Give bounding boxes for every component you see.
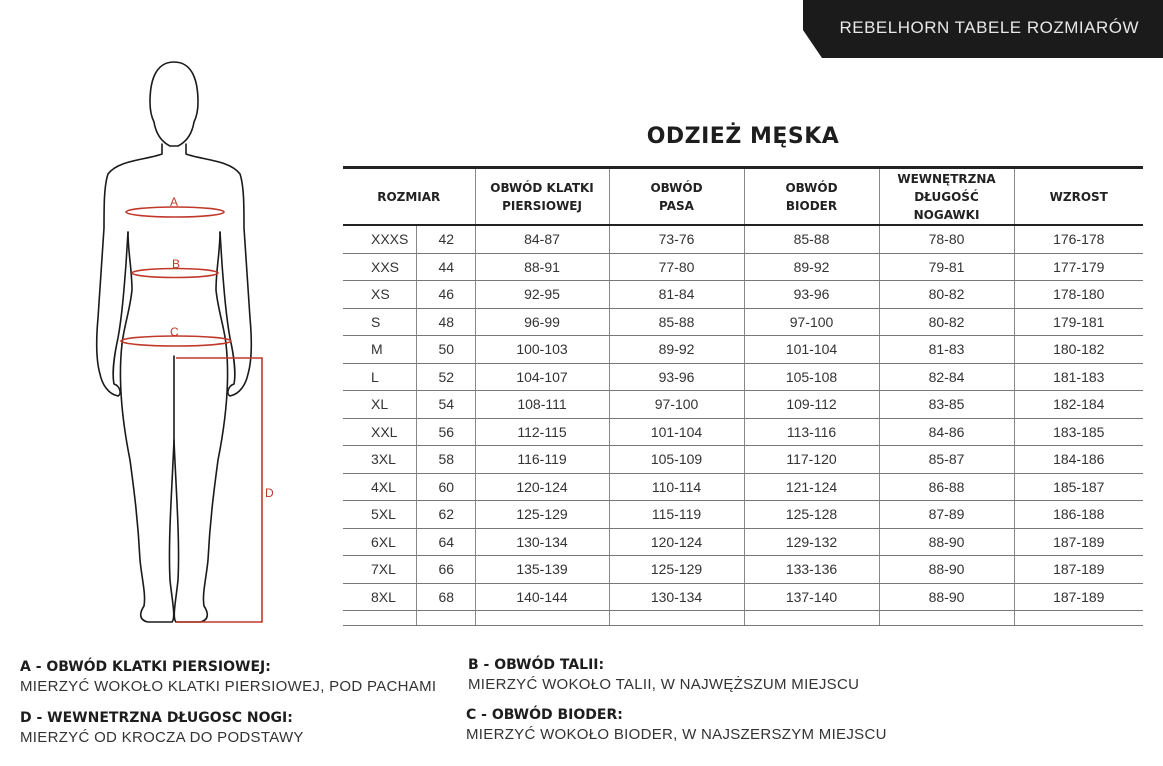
size-table	[343, 166, 1143, 626]
cell-chest: 96-99	[475, 308, 609, 336]
cell-chest: 125-129	[475, 501, 609, 529]
cell-hips: 117-120	[744, 446, 879, 474]
cell-chest: 116-119	[475, 446, 609, 474]
cell-height: 186-188	[1014, 501, 1143, 529]
cell-chest: 100-103	[475, 336, 609, 364]
table-row	[343, 418, 1143, 446]
legend-b	[468, 657, 859, 693]
cell-empty	[744, 611, 879, 626]
cell-hips: 137-140	[744, 583, 879, 611]
legend-d	[20, 710, 304, 746]
cell-waist: 77-80	[609, 253, 744, 281]
cell-chest: 130-134	[475, 528, 609, 556]
cell-size: M	[343, 336, 416, 364]
cell-eu: 44	[416, 253, 475, 281]
table-row	[343, 528, 1143, 556]
cell-empty	[609, 611, 744, 626]
legend-a-text: MIERZYĆ WOKOŁO KLATKI PIERSIOWEJ, POD PACHAMI	[20, 678, 437, 695]
inseam-measure	[176, 358, 262, 622]
cell-hips: 101-104	[744, 336, 879, 364]
legend-c	[466, 707, 887, 743]
cell-empty	[416, 611, 475, 626]
table-row	[343, 225, 1143, 253]
table-row	[343, 336, 1143, 364]
cell-size: XXL	[343, 418, 416, 446]
chart-title: ODZIEŻ MĘSKA	[646, 124, 840, 149]
header-inseam: WEWNĘTRZNA DŁUGOŚĆ NOGAWKI	[879, 168, 1014, 226]
cell-height: 185-187	[1014, 473, 1143, 501]
cell-eu: 58	[416, 446, 475, 474]
cell-height: 187-189	[1014, 528, 1143, 556]
cell-height: 179-181	[1014, 308, 1143, 336]
cell-height: 187-189	[1014, 556, 1143, 584]
cell-chest: 108-111	[475, 391, 609, 419]
cell-inseam: 85-87	[879, 446, 1014, 474]
table-row	[343, 363, 1143, 391]
legend-c-title: C - OBWÓD BIODER:	[466, 707, 623, 723]
cell-chest: 84-87	[475, 225, 609, 253]
cell-inseam: 83-85	[879, 391, 1014, 419]
cell-hips: 109-112	[744, 391, 879, 419]
cell-size: XS	[343, 281, 416, 309]
cell-size: 3XL	[343, 446, 416, 474]
cell-chest: 112-115	[475, 418, 609, 446]
cell-hips: 93-96	[744, 281, 879, 309]
cell-waist: 105-109	[609, 446, 744, 474]
cell-empty	[1014, 611, 1143, 626]
cell-eu: 62	[416, 501, 475, 529]
cell-hips: 89-92	[744, 253, 879, 281]
cell-hips: 125-128	[744, 501, 879, 529]
cell-eu: 46	[416, 281, 475, 309]
cell-eu: 64	[416, 528, 475, 556]
cell-inseam: 88-90	[879, 556, 1014, 584]
cell-chest: 104-107	[475, 363, 609, 391]
cell-size: 6XL	[343, 528, 416, 556]
cell-inseam: 88-90	[879, 528, 1014, 556]
cell-empty	[475, 611, 609, 626]
legend-a-title: A - OBWÓD KLATKI PIERSIOWEJ:	[20, 659, 271, 675]
header-size: ROZMIAR	[343, 168, 475, 226]
cell-size: L	[343, 363, 416, 391]
cell-chest: 140-144	[475, 583, 609, 611]
cell-waist: 120-124	[609, 528, 744, 556]
cell-waist: 81-84	[609, 281, 744, 309]
legend-b-title: B - OBWÓD TALII:	[468, 657, 605, 673]
cell-waist: 125-129	[609, 556, 744, 584]
cell-height: 181-183	[1014, 363, 1143, 391]
cell-inseam: 80-82	[879, 308, 1014, 336]
cell-size: 4XL	[343, 473, 416, 501]
table-row	[343, 583, 1143, 611]
cell-size: S	[343, 308, 416, 336]
cell-height: 183-185	[1014, 418, 1143, 446]
label-a: A	[170, 195, 179, 209]
table-row	[343, 501, 1143, 529]
cell-inseam: 87-89	[879, 501, 1014, 529]
cell-inseam: 79-81	[879, 253, 1014, 281]
cell-chest: 92-95	[475, 281, 609, 309]
cell-waist: 101-104	[609, 418, 744, 446]
cell-hips: 129-132	[744, 528, 879, 556]
cell-chest: 120-124	[475, 473, 609, 501]
cell-chest: 135-139	[475, 556, 609, 584]
cell-eu: 48	[416, 308, 475, 336]
cell-waist: 97-100	[609, 391, 744, 419]
cell-size: XL	[343, 391, 416, 419]
cell-height: 182-184	[1014, 391, 1143, 419]
cell-hips: 85-88	[744, 225, 879, 253]
cell-hips: 113-116	[744, 418, 879, 446]
cell-size: 5XL	[343, 501, 416, 529]
table-row	[343, 473, 1143, 501]
header-height: WZROST	[1014, 168, 1143, 226]
cell-hips: 121-124	[744, 473, 879, 501]
table-row	[343, 308, 1143, 336]
cell-waist: 130-134	[609, 583, 744, 611]
cell-height: 187-189	[1014, 583, 1143, 611]
table-row	[343, 391, 1143, 419]
cell-inseam: 78-80	[879, 225, 1014, 253]
cell-waist: 73-76	[609, 225, 744, 253]
cell-empty	[879, 611, 1014, 626]
cell-eu: 42	[416, 225, 475, 253]
cell-hips: 105-108	[744, 363, 879, 391]
cell-waist: 93-96	[609, 363, 744, 391]
legend-a	[20, 659, 436, 695]
cell-waist: 89-92	[609, 336, 744, 364]
cell-hips: 97-100	[744, 308, 879, 336]
cell-eu: 54	[416, 391, 475, 419]
cell-eu: 66	[416, 556, 475, 584]
cell-waist: 110-114	[609, 473, 744, 501]
cell-size: 7XL	[343, 556, 416, 584]
measurement-lines	[121, 207, 262, 622]
body-figure	[0, 0, 340, 640]
label-c: C	[170, 325, 179, 339]
cell-height: 180-182	[1014, 336, 1143, 364]
table-row	[343, 281, 1143, 309]
table-header-row	[343, 168, 1143, 226]
cell-inseam: 81-83	[879, 336, 1014, 364]
label-d: D	[265, 486, 274, 500]
cell-inseam: 84-86	[879, 418, 1014, 446]
cell-eu: 56	[416, 418, 475, 446]
cell-height: 178-180	[1014, 281, 1143, 309]
legend-d-title: D - WEWNETRZNA DŁUGOSC NOGI:	[20, 710, 293, 726]
cell-inseam: 86-88	[879, 473, 1014, 501]
header-waist: OBWÓD PASA	[609, 168, 744, 226]
cell-waist: 85-88	[609, 308, 744, 336]
header-hips: OBWÓD BIODER	[744, 168, 879, 226]
cell-hips: 133-136	[744, 556, 879, 584]
table-row	[343, 446, 1143, 474]
table-row-blank	[343, 611, 1143, 626]
cell-eu: 50	[416, 336, 475, 364]
cell-empty	[343, 611, 416, 626]
cell-chest: 88-91	[475, 253, 609, 281]
table-row	[343, 253, 1143, 281]
cell-height: 176-178	[1014, 225, 1143, 253]
cell-eu: 68	[416, 583, 475, 611]
cell-height: 177-179	[1014, 253, 1143, 281]
table-row	[343, 556, 1143, 584]
legend-b-text: MIERZYĆ WOKOŁO TALII, W NAJWĘŻSZUM MIEJSCU	[468, 676, 860, 693]
legend-d-text: MIERZYĆ OD KROCZA DO PODSTAWY	[20, 729, 304, 746]
header-chest: OBWÓD KLATKI PIERSIOWEJ	[475, 168, 609, 226]
cell-height: 184-186	[1014, 446, 1143, 474]
cell-eu: 60	[416, 473, 475, 501]
label-b: B	[172, 257, 181, 271]
banner-title: REBELHORN TABELE ROZMIARÓW	[839, 18, 1139, 37]
cell-size: XXS	[343, 253, 416, 281]
cell-inseam: 82-84	[879, 363, 1014, 391]
cell-eu: 52	[416, 363, 475, 391]
cell-size: XXXS	[343, 225, 416, 253]
legend-c-text: MIERZYĆ WOKOŁO BIODER, W NAJSZERSZYM MIEJSCU	[466, 726, 887, 743]
cell-size: 8XL	[343, 583, 416, 611]
cell-waist: 115-119	[609, 501, 744, 529]
cell-inseam: 88-90	[879, 583, 1014, 611]
cell-inseam: 80-82	[879, 281, 1014, 309]
